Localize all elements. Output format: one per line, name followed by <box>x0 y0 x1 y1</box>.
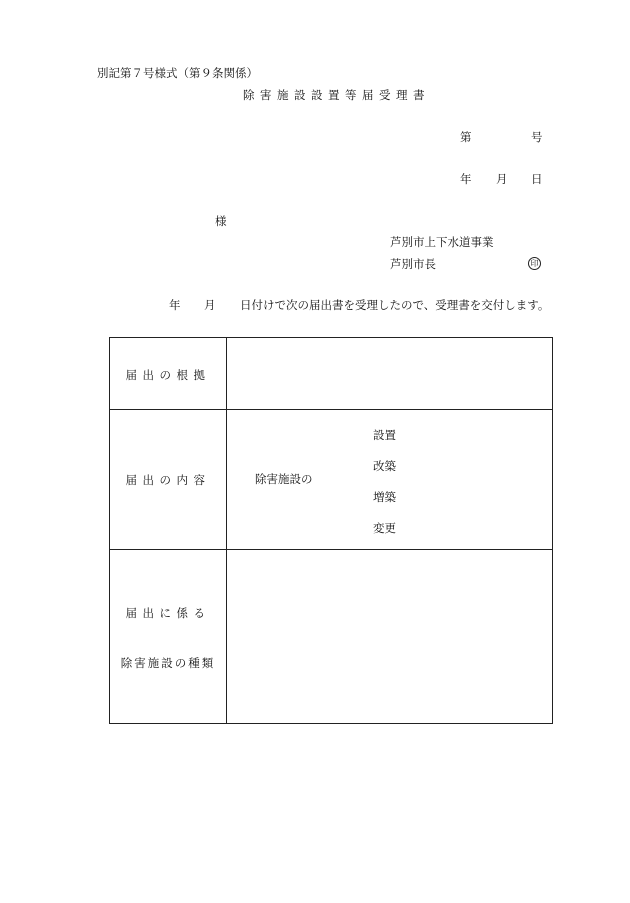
addressee-honorific: 様 <box>215 214 227 228</box>
facility-type-label-line1: 届出に係る <box>125 606 211 620</box>
row-divider-1 <box>110 409 552 410</box>
option-rebuild[interactable]: 改築 <box>373 459 396 473</box>
statement-year: 年 <box>169 298 181 312</box>
date-month: 月 <box>496 172 508 186</box>
option-change[interactable]: 変更 <box>373 521 396 535</box>
form-table <box>109 337 553 724</box>
basis-label: 届出の根拠 <box>125 368 211 382</box>
seal-mark: 印 <box>528 257 541 270</box>
option-extend[interactable]: 増築 <box>373 490 396 504</box>
option-install[interactable]: 設置 <box>373 428 396 442</box>
document-title: 除害施設設置等届受理書 <box>243 88 430 102</box>
issuer-organization: 芦別市上下水道事業 <box>390 235 494 249</box>
issuer-title: 芦別市長 <box>390 257 436 271</box>
content-prefix: 除害施設の <box>255 472 313 486</box>
date-year: 年 <box>460 172 472 186</box>
facility-type-label-line2: 除害施設の種類 <box>120 656 216 670</box>
statement-text: 日付けで次の届出書を受理したので、受理書を交付します。 <box>240 298 550 312</box>
number-suffix: 号 <box>531 130 543 144</box>
basis-value-cell[interactable] <box>227 338 552 409</box>
number-prefix: 第 <box>460 130 472 144</box>
form-reference: 別記第７号様式（第９条関係） <box>97 66 258 80</box>
statement-month: 月 <box>204 298 216 312</box>
content-label: 届出の内容 <box>125 473 211 487</box>
facility-type-value-cell[interactable] <box>227 550 552 723</box>
date-day: 日 <box>531 172 543 186</box>
